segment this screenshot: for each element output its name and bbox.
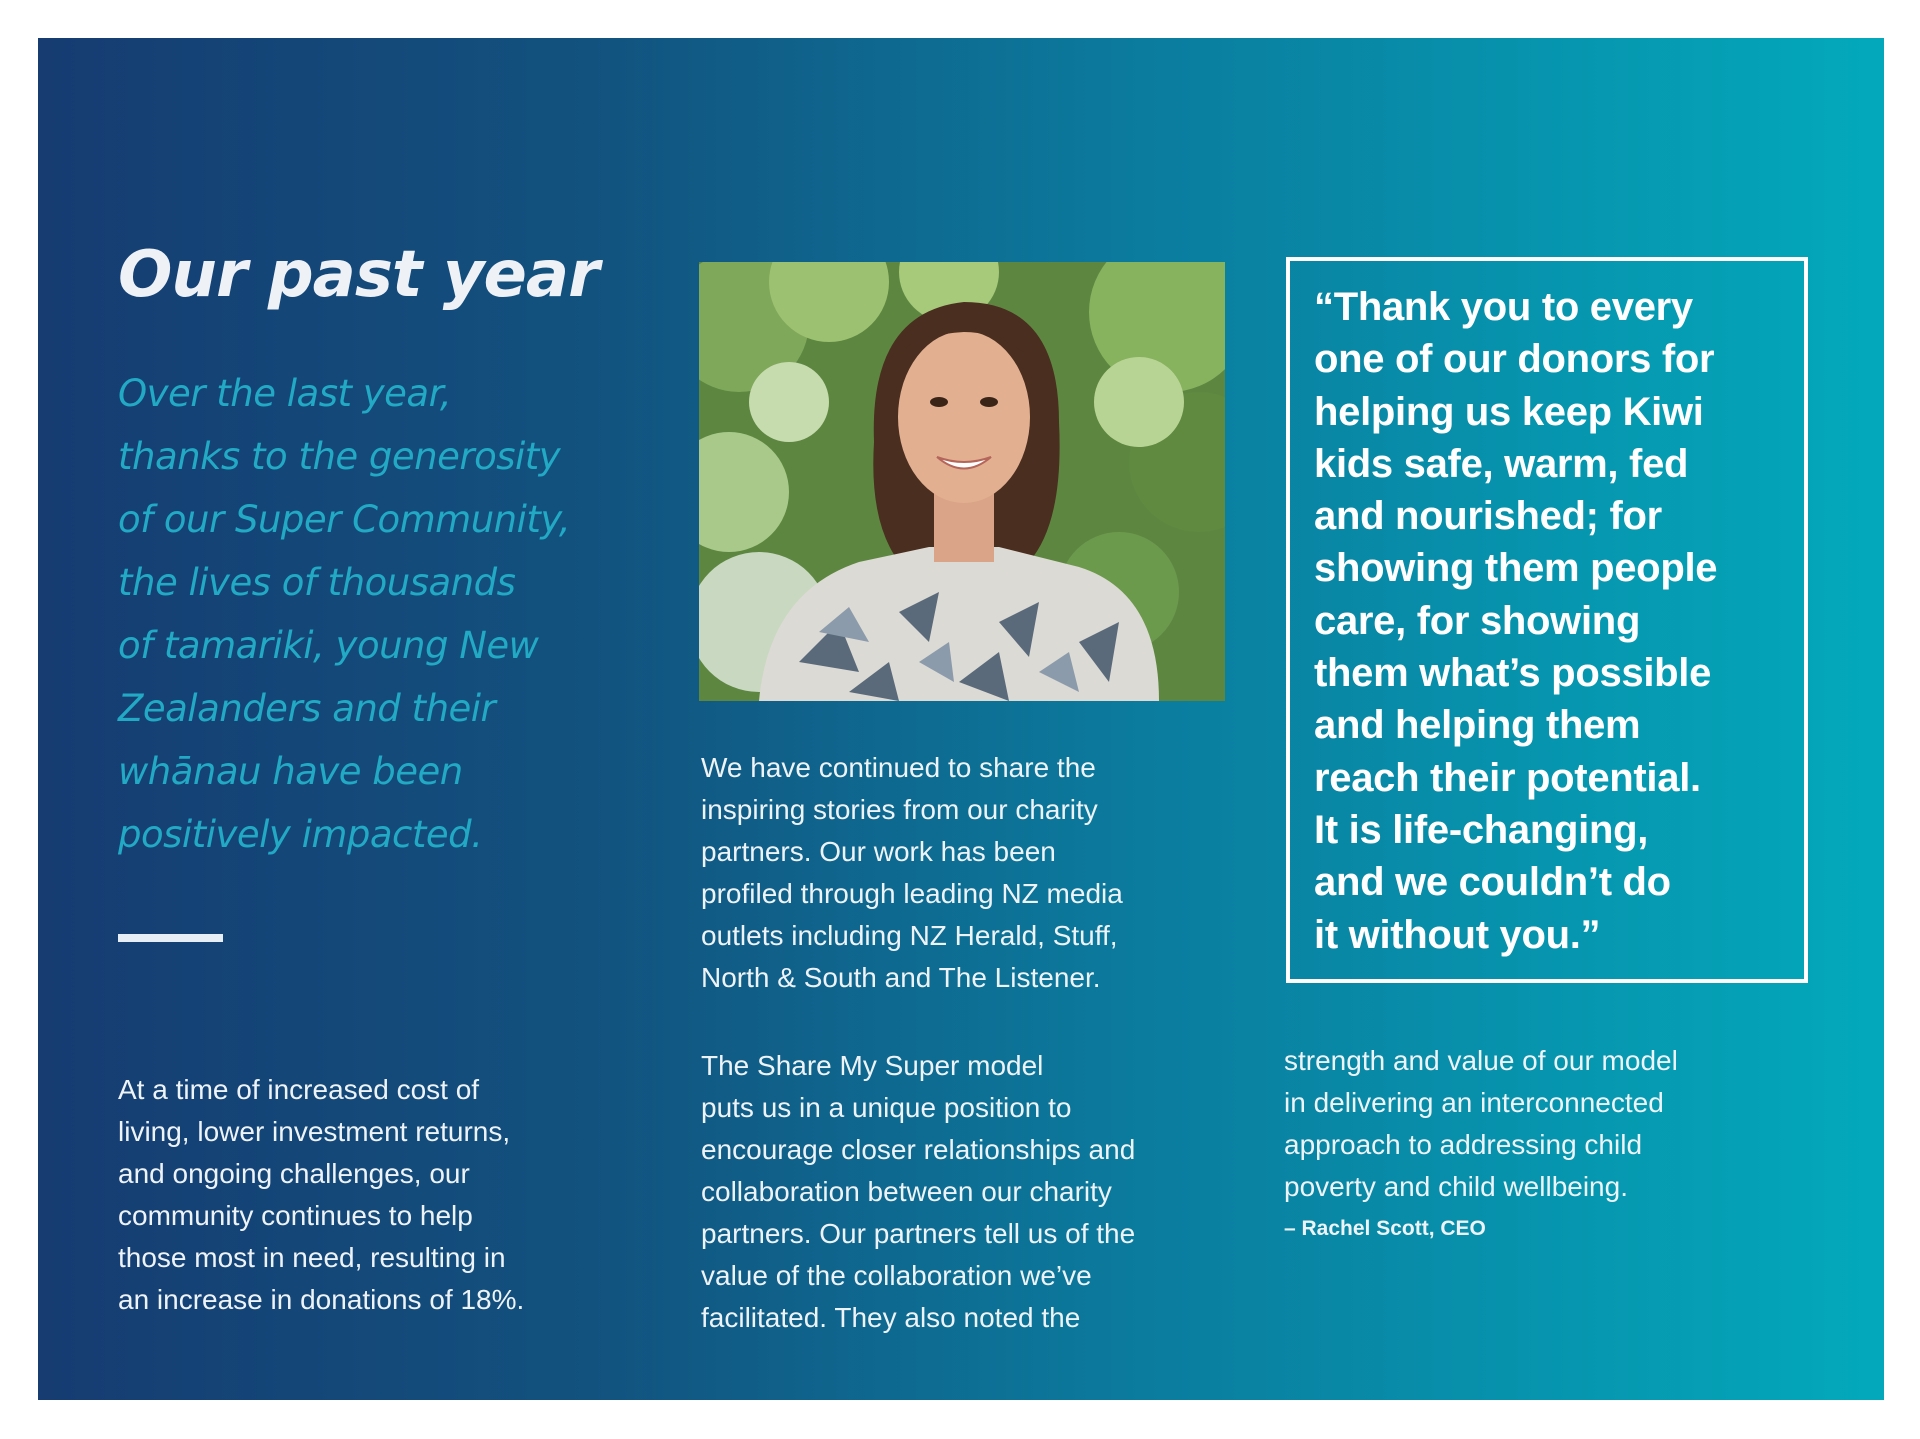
column3-paragraph: strength and value of our model in delivering an interconnected approach to addressing child poverty and child wellbeing. (1284, 1045, 1678, 1202)
column2-paragraph-1: We have continued to share the inspiring stories from our charity partners. Our work has been profiled through leading NZ media outlets including NZ Herald, Stuff, North & South and The Listener. (701, 752, 1123, 993)
quote-attribution: – Rachel Scott, CEO (1284, 1217, 1486, 1240)
intro-statement: Over the last year, thanks to the generosity of our Super Community, the lives of thousands of tamariki, young New Zealanders and their whānau have been positively impacted. (118, 372, 571, 856)
page-title: Our past year (118, 238, 599, 312)
ceo-portrait-photo (699, 262, 1225, 701)
ceo-quote: “Thank you to every one of our donors for helping us keep Kiwi kids safe, warm, fed and nourished; for showing them people care, for showing them what’s possible and helping them reach their potential. It is life-changing, and we couldn’t do it without you.” (1314, 285, 1718, 957)
column2-paragraph-2: The Share My Super model puts us in a unique position to encourage closer relationships and collaboration between our charity partners. Our partners tell us of the value of the collaboration we’ve facilitated. They also noted the (701, 1050, 1136, 1333)
content-panel (38, 38, 1884, 1400)
section-divider (118, 934, 223, 942)
column1-paragraph: At a time of increased cost of living, lower investment returns, and ongoing challenges, our community continues to help those most in need, resulting in an increase in donations of 18%. (118, 1074, 525, 1315)
ceo-quote-box (1286, 257, 1808, 983)
